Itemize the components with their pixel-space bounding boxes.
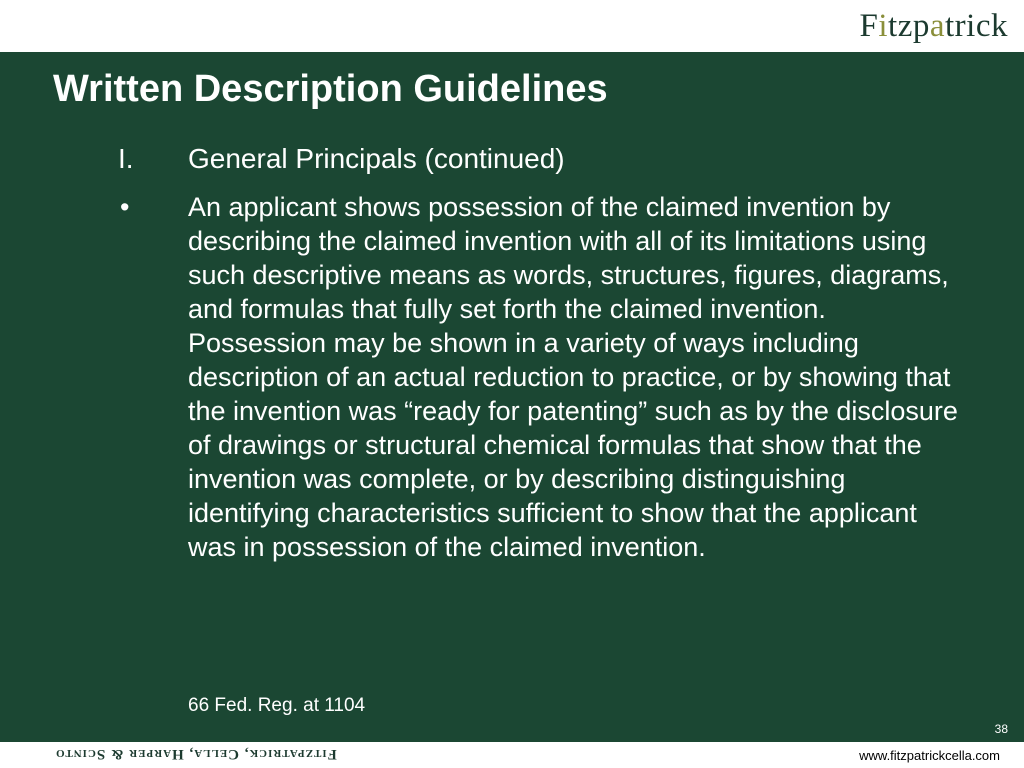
bullet-dot-icon: •: [120, 192, 130, 222]
section-number: I.: [118, 143, 134, 174]
slide-title: Written Description Guidelines: [53, 68, 608, 110]
logo-letter-i: i: [878, 8, 889, 44]
logo-letters-trick: trick: [945, 8, 1008, 44]
top-header-bar: [0, 0, 1024, 52]
section-heading-row: [118, 142, 565, 176]
logo-letters-tzp: tzp: [888, 8, 930, 44]
fitzpatrick-logo: [860, 8, 1009, 44]
logo-letter-f: F: [859, 8, 879, 44]
website-url: www.fitzpatrickcella.com: [859, 748, 1000, 763]
firm-name-mark: Fitzpatrick, Cella, Harper & Scinto: [55, 746, 337, 762]
bullet-paragraph: An applicant shows possession of the claimed invention by describing the claimed invention with all of its limitations using such descriptive means as words, structures, figures, diagrams, and formulas that fully set forth the claimed invention. Possession may be shown in a variety of ways including description of an actual reduction to practice, or by showing that the invention was “ready for patenting” such as by the disclosure of drawings or structural chemical formulas that show that the invention was complete, or by describing distinguishing identifying characteristics sufficient to show that the applicant was in possession of the claimed invention.: [188, 192, 958, 562]
page-number: 38: [994, 722, 1008, 736]
logo-letter-a: a: [929, 8, 946, 44]
section-heading: General Principals (continued): [188, 143, 565, 174]
citation-text: 66 Fed. Reg. at 1104: [188, 695, 366, 716]
